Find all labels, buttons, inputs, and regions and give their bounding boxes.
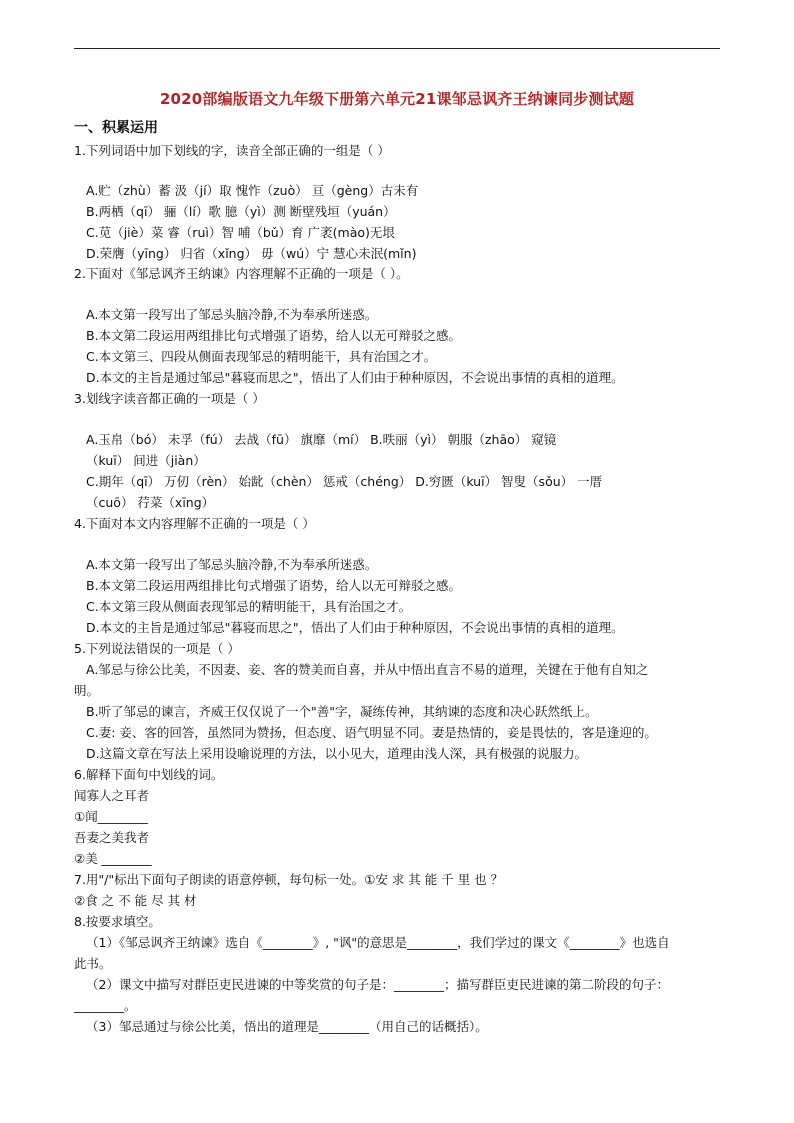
q1-option-a: A.贮（zhù）蓄 汲（jí）取 愧怍（zuò） 亘（gèng）古未有 <box>86 183 419 198</box>
q1-option-c: C.苋（jiè）菜 睿（ruì）智 哺（bǔ）育 广袤(mào)无垠 <box>86 225 395 240</box>
q4-option-c: C.本文第三段从侧面表现邹忌的精明能干，具有治国之才。 <box>86 599 412 614</box>
q8-part-2: （2）课文中描写对群臣吏民进谏的中等奖赏的句子是：________；描写群臣吏民进谏的第二阶段的句子： <box>86 977 669 992</box>
q4-stem: 4.下面对本文内容理解不正确的一项是（ ） <box>74 516 315 531</box>
section-heading: 一、积累运用 <box>74 120 158 136</box>
q5-option-a-cont: 明。 <box>74 683 100 698</box>
q3-line-3: C.期年（qī） 万仞（rèn） 始龀（chèn） 惩戒（chéng） D.穷匮（kuī） 智叟（sǒu） 一厝 <box>86 474 603 489</box>
q4-option-a: A.本文第一段写出了邹忌头脑冷静,不为奉承所迷惑。 <box>86 557 378 572</box>
q8-part-1: （1）《邹忌讽齐王纳谏》选自《________》, "讽"的意思是________，我们学过的课文《________》也选自 <box>86 935 670 950</box>
q3-line-4: （cuō） 荇菜（xīng） <box>86 495 215 510</box>
header-rule <box>74 48 720 49</box>
q5-option-c: C.妻: 妾、客的回答，虽然同为赞扬，但态度、语气明显不同。妻是热情的，妾是畏怯的，客是逢迎的。 <box>86 725 657 740</box>
q3-line-1: A.玉帛（bó） 未孚（fú） 去战（fū） 旗靡（mí） B.昳丽（yì） 朝服（zhāo） 窥镜 <box>86 432 557 447</box>
q6-sentence-2: 吾妻之美我者 <box>74 830 150 845</box>
q5-option-a: A.邹忌与徐公比美，不因妻、妾、客的赞美而自喜，并从中悟出直言不易的道理，关键在于他有自知之 <box>86 662 649 677</box>
q6-sentence-1: 闻寡人之耳者 <box>74 788 150 803</box>
q1-option-d: D.荣膺（yīng） 归省（xǐng） 毋（wú）宁 慧心未泯(mǐn) <box>86 246 417 261</box>
q2-option-d: D.本文的主旨是通过邹忌"暮寝而思之"，悟出了人们由于种种原因，不会说出事情的真相的道理。 <box>86 370 624 385</box>
q8-part-3: （3）邹忌通过与徐公比美，悟出的道理是________（用自己的话概括）。 <box>86 1019 488 1034</box>
q8-stem: 8.按要求填空。 <box>74 914 161 929</box>
q1-stem: 1.下列词语中加下划线的字，读音全部正确的一组是（ ） <box>74 143 390 158</box>
q3-stem: 3.划线字读音都正确的一项是（ ） <box>74 391 265 406</box>
q5-option-b: B.听了邹忌的谏言，齐威王仅仅说了一个"善"字，凝练传神，其纳谏的态度和决心跃然纸上。 <box>86 704 598 719</box>
q6-stem: 6.解释下面句中划线的词。 <box>74 767 224 782</box>
q7-sentence-2: ②食 之 不 能 尽 其 材 <box>74 893 197 908</box>
q2-option-c: C.本文第三、四段从侧面表现邹忌的精明能干，具有治国之才。 <box>86 349 437 364</box>
q4-option-b: B.本文第二段运用两组排比句式增强了语势，给人以无可辩驳之感。 <box>86 578 462 593</box>
q4-option-d: D.本文的主旨是通过邹忌"暮寝而思之"，悟出了人们由于种种原因，不会说出事情的真相的道理。 <box>86 620 624 635</box>
q5-option-d: D.这篇文章在写法上采用设喻说理的方法，以小见大，道理由浅人深，具有极强的说服力。 <box>86 746 588 761</box>
q6-answer-1: ①闻________ <box>74 809 148 824</box>
q8-part-2-cont: ________。 <box>74 998 137 1013</box>
q6-answer-2: ②美 ________ <box>74 851 152 866</box>
q8-part-1-cont: 此书。 <box>74 956 112 971</box>
q2-stem: 2.下面对《邹忌讽齐王纳谏》内容理解不正确的一项是（ ）。 <box>74 266 409 281</box>
page-title: 2020部编版语文九年级下册第六单元21课邹忌讽齐王纳谏同步测试题 <box>159 90 635 108</box>
q5-stem: 5.下列说法错误的一项是（ ） <box>74 641 240 656</box>
q7-stem: 7.用"/"标出下面句子朗读的语意停顿，每句标一处。①安 求 其 能 千 里 也 ？ <box>74 872 504 887</box>
q1-option-b: B.两栖（qī） 骊（lí）歌 臆（yì）测 断壁残垣（yuán） <box>86 204 396 219</box>
q3-line-2: （kuī） 间进（jiàn） <box>86 453 206 468</box>
q2-option-b: B.本文第二段运用两组排比句式增强了语势，给人以无可辩驳之感。 <box>86 328 462 343</box>
q2-option-a: A.本文第一段写出了邹忌头脑冷静,不为奉承所迷惑。 <box>86 307 378 322</box>
